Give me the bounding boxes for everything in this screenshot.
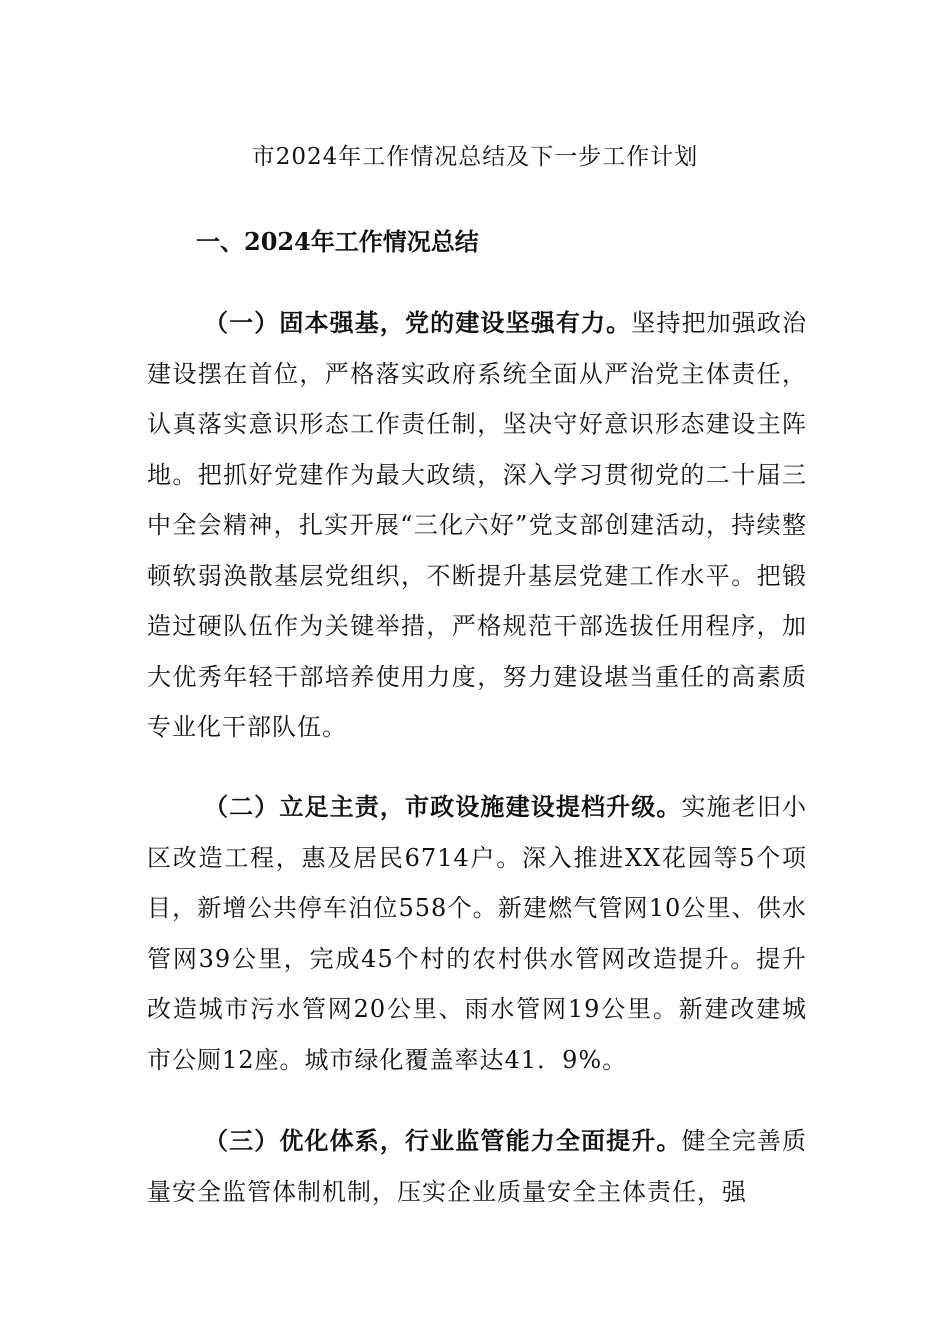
paragraph-lead: （三）优化体系，行业监管能力全面提升。 <box>204 1126 682 1155</box>
paragraph-body: 实施老旧小区改造工程，惠及居民6714户。深入推进XX花园等5个项目，新增公共停车泊位558个。新建燃气管网10公里、供水管网39公里，完成45个村的农村供水管网改造提升。提升改造城市污水管网20公里、雨水管网19公里。新建改建城市公厕12座。城市绿化覆盖率达41．9%。 <box>147 793 808 1074</box>
paragraph <box>147 782 807 1085</box>
section-heading: 一、2024年工作情况总结 <box>196 227 479 256</box>
paragraph <box>147 1116 807 1217</box>
paragraph-lead: （一）固本强基，党的建设坚强有力。 <box>204 308 632 337</box>
paragraph-body: 坚持把加强政治建设摆在首位，严格落实政府系统全面从严治党主体责任，认真落实意识形态工作责任制，坚决守好意识形态建设主阵地。把抓好党建作为最大政绩，深入学习贯彻党的二十届三中全会精神，扎实开展“三化六好”党支部创建活动，持续整顿软弱涣散基层党组织，不断提升基层党建工作水平。把锻造过硬队伍作为关键举措，严格规范干部选拔任用程序，加大优秀年轻干部培养使用力度，努力建设堪当重任的高素质专业化干部队伍。 <box>147 309 808 741</box>
paragraph-lead: （二）立足主责，市政设施建设提档升级。 <box>204 792 682 821</box>
paragraph-body: 健全完善质量安全监管体制机制，压实企业质量安全主体责任，强 <box>147 1127 808 1206</box>
document-title: 市2024年工作情况总结及下一步工作计划 <box>251 144 699 170</box>
paragraph <box>147 298 807 753</box>
